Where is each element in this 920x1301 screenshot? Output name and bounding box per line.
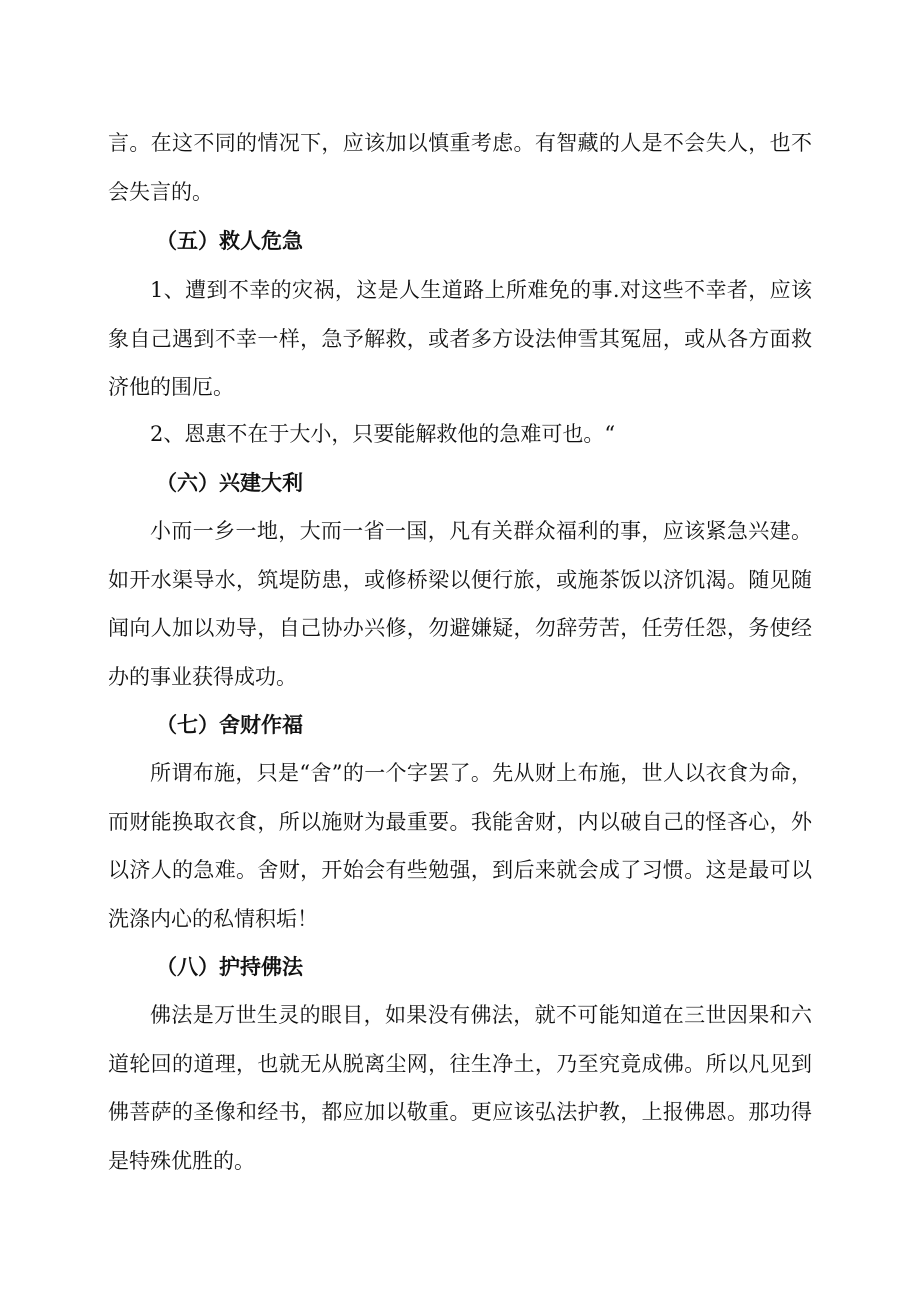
section-heading-8: （八）护持佛法 [156,955,303,979]
paragraph-6: 小而一乡一地，大而一省一国，凡有关群众福利的事，应该紧急兴建。如开水渠导水，筑堤防患，或修桥梁以便行旅，或施茶饭以济饥渴。随见随闻向人加以劝导，自己协办兴修，勿避嫌疑，勿辞劳苦，任劳任怨，务使经办的事业获得成功。 [108,519,812,689]
section-heading-5: （五）救人危急 [156,229,303,253]
section-heading-7: （七）舍财作福 [156,713,303,737]
section-heading-6: （六）兴建大利 [156,471,303,495]
paragraph-5-1: 1、遭到不幸的灾祸，这是人生道路上所难免的事.对这些不幸者，应该象自己遇到不幸一样，急予解救，或者多方设法伸雪其冤屈，或从各方面救济他的围厄。 [108,278,812,399]
paragraph-continued: 言。在这不同的情况下，应该加以慎重考虑。有智藏的人是不会失人，也不会失言的。 [108,131,812,204]
paragraph-5-2: 2、恩惠不在于大小，只要能解救他的急难可也。“ [150,422,616,446]
paragraph-7: 所谓布施，只是“舍”的一个字罢了。先从财上布施，世人以衣食为命，而财能换取衣食，所以施财为最重要。我能舍财，内以破自己的怪吝心，外以济人的急难。舍财，开始会有些勉强，到后来就会成了习惯。这是最可以洗涤内心的私情积垢！ [108,761,812,931]
paragraph-8: 佛法是万世生灵的眼目，如果没有佛法，就不可能知道在三世因果和六道轮回的道理，也就无从脱离尘网，往生净土，乃至究竟成佛。所以凡见到佛菩萨的圣像和经书，都应加以敬重。更应该弘法护教，上报佛恩。那功得是特殊优胜的。 [108,1003,812,1173]
